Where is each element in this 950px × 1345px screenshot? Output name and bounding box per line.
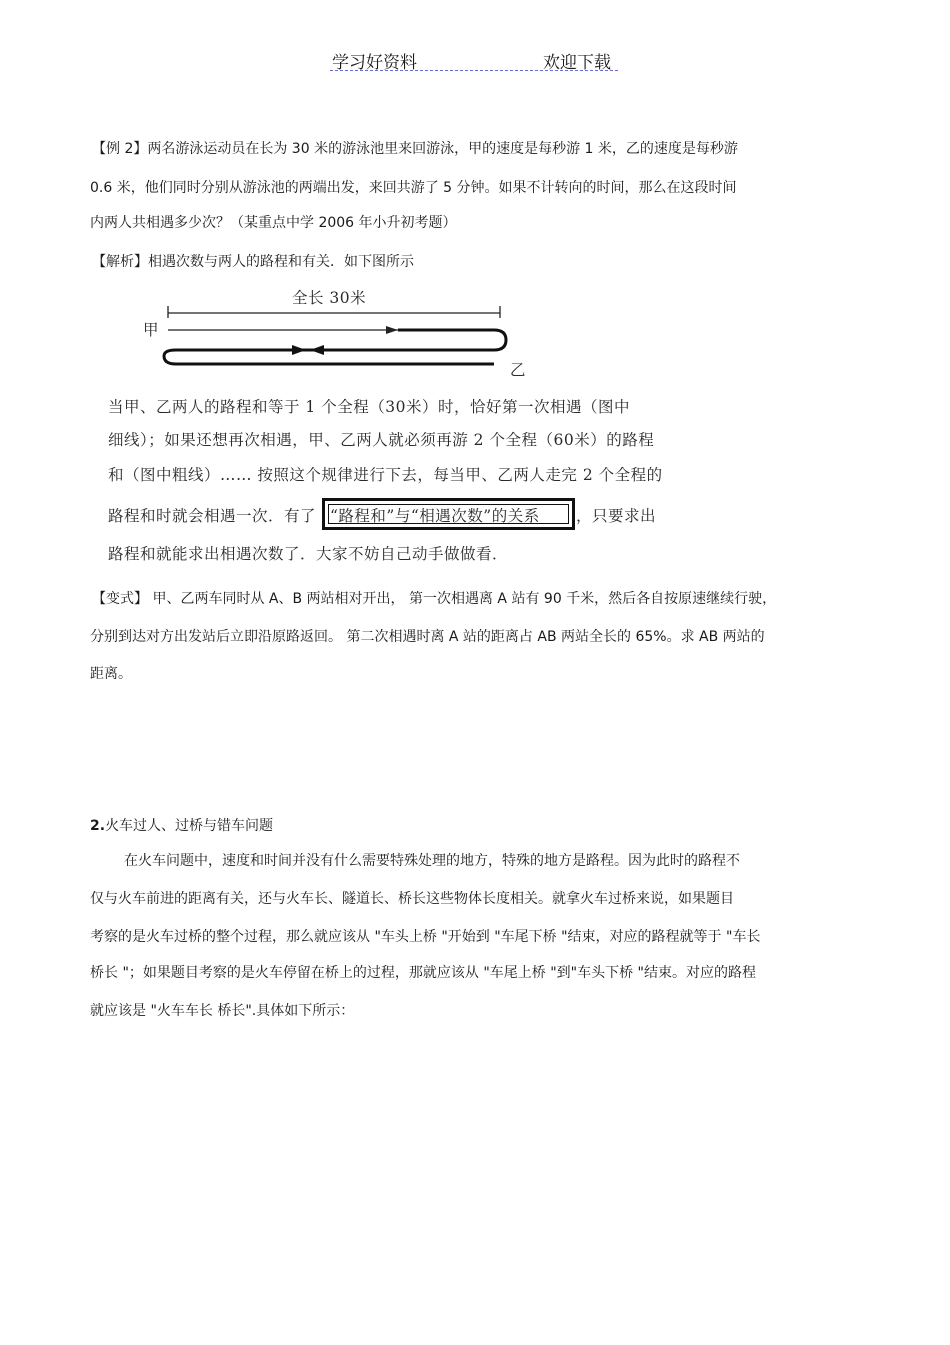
thick-path-arrowhead-left <box>310 345 324 355</box>
section2-line-3: 考察的是火车过桥的整个过程，那么就应该从 "车头上桥 "开始到 "车尾下桥 "结束，对应的路程就等于 "车长 <box>90 929 761 945</box>
example-line-1: 【例 2】两名游泳运动员在长为 30 米的游泳池里来回游泳，甲的速度是每秒游 1 米，乙的速度是每秒游 <box>92 141 738 157</box>
example-line-2: 0.6 米，他们同时分别从游泳池的两端出发，来回共游了 5 分钟。如果不计转向的时间，那么在这段时间 <box>90 180 737 196</box>
header-right-text: 欢迎下载 <box>543 53 611 73</box>
section2-number: 2. <box>90 818 106 834</box>
section2-line-2: 仅与火车前进的距离有关，还与火车长、隧道长、桥长这些物体长度相关。就拿火车过桥来说，如果题目 <box>90 891 734 907</box>
section2-title: 火车过人、过桥与错车问题 <box>105 818 274 834</box>
explanation-line-4-post: ，只要求出 <box>576 507 657 525</box>
diagram-yi-label: 乙 <box>510 361 527 379</box>
section2-line-5: 就应该是 "火车车长 桥长".具体如下所示： <box>90 1003 355 1019</box>
explanation-line-2: 细线）；如果还想再次相遇，甲、乙两人就必须再游 2 个全程（60米）的路程 <box>108 431 655 449</box>
diagram-length-label: 全长 30米 <box>292 289 367 307</box>
swim-path-diagram <box>0 0 950 400</box>
section2-line-4: 桥长 "；如果题目考察的是火车停留在桥上的过程，那就应该从 "车尾上桥 "到"车头下桥 "结束。对应的路程 <box>90 965 756 981</box>
variant-line-3: 距离。 <box>90 666 132 682</box>
length-bracket <box>168 306 500 318</box>
section2-line-1: 在火车问题中，速度和时间并没有什么需要特殊处理的地方，特殊的地方是路程。因为此时的路程不 <box>124 853 740 869</box>
thin-path-arrowhead <box>386 326 398 334</box>
header-left-text: 学习好资料 <box>332 53 417 73</box>
variant-line-1: 【变式】 甲、乙两车同时从 A、B 两站相对开出， 第一次相遇离 A 站有 90 千米，然后各自按原速继续行驶， <box>92 591 777 607</box>
thick-path-arrowhead-right <box>292 345 306 355</box>
section2-heading <box>90 815 273 835</box>
thick-path-line <box>164 330 506 364</box>
analysis-label: 【解析】相遇次数与两人的路程和有关．如下图所示 <box>92 254 414 270</box>
explanation-line-4-boxed: “路程和”与“相遇次数”的关系 <box>330 507 540 525</box>
explanation-line-5: 路程和就能求出相遇次数了．大家不妨自己动手做做看． <box>108 545 509 563</box>
variant-line-2: 分别到达对方出发站后立即沿原路返回。 第二次相遇时离 A 站的距离占 AB 两站全长的 65%。求 AB 两站的 <box>90 629 765 645</box>
example-line-3: 内两人共相遇多少次？（某重点中学 2006 年小升初考题） <box>90 215 457 231</box>
explanation-line-3: 和（图中粗线）…… 按照这个规律进行下去，每当甲、乙两人走完 2 个全程的 <box>108 466 663 484</box>
diagram-jia-label: 甲 <box>143 321 160 339</box>
explanation-line-4-pre: 路程和时就会相遇一次．有了 <box>108 507 317 525</box>
explanation-line-1: 当甲、乙两人的路程和等于 1 个全程（30米）时，恰好第一次相遇（图中 <box>108 398 630 416</box>
